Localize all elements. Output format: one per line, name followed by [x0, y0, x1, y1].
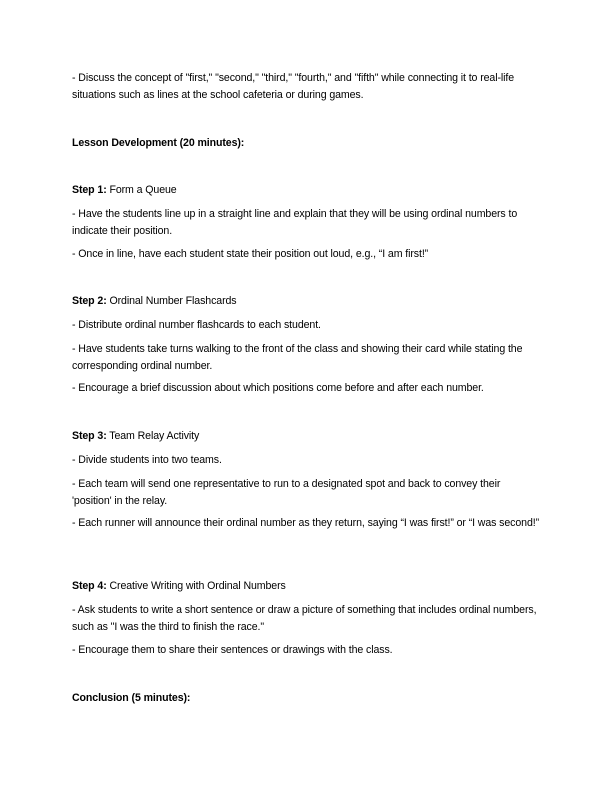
conclusion-heading: Conclusion (5 minutes):: [72, 692, 191, 704]
step-4-item: - Ask students to write a short sentence or draw a picture of something that includes ordinal numbers, such as "I was the third to finish the race.": [72, 604, 537, 633]
lesson-development-heading: Lesson Development (20 minutes):: [72, 137, 245, 149]
step-4-item: - Encourage them to share their sentences or drawings with the class.: [72, 644, 393, 656]
step-1-title: Form a Queue: [109, 184, 177, 196]
step-2-item: - Encourage a brief discussion about which positions come before and after each number.: [72, 382, 484, 394]
step-2-label: Step 2:: [72, 295, 107, 307]
step-3-item: - Each team will send one representative to run to a designated spot and back to convey their 'position' in the relay.: [72, 478, 501, 507]
step-2-heading: [72, 293, 542, 310]
step-2-item: - Distribute ordinal number flashcards to each student.: [72, 319, 321, 331]
step-2-title: Ordinal Number Flashcards: [109, 295, 237, 307]
step-3-label: Step 3:: [72, 430, 107, 442]
step-1-item: - Have the students line up in a straight line and explain that they will be using ordinal numbers to indicate their position.: [72, 208, 518, 237]
step-1-item: - Once in line, have each student state their position out loud, e.g., “I am first!”: [72, 248, 429, 260]
intro-paragraph: - Discuss the concept of "first," "second," "third," "fourth," and "fifth" while connecting it to real-life situations such as lines at the school cafeteria or during games.: [72, 72, 515, 101]
step-3-heading: [72, 428, 542, 445]
step-1-heading: [72, 182, 542, 199]
step-3-item: - Divide students into two teams.: [72, 454, 222, 466]
step-3-item: - Each runner will announce their ordinal number as they return, saying “I was first!” or “I was second!”: [72, 517, 540, 529]
step-4-title: Creative Writing with Ordinal Numbers: [109, 580, 286, 592]
step-2-item: - Have students take turns walking to the front of the class and showing their card while stating the corresponding ordinal number.: [72, 343, 523, 372]
step-4-heading: [72, 578, 542, 595]
step-1-label: Step 1:: [72, 184, 107, 196]
step-3-title: Team Relay Activity: [109, 430, 200, 442]
step-4-label: Step 4:: [72, 580, 107, 592]
